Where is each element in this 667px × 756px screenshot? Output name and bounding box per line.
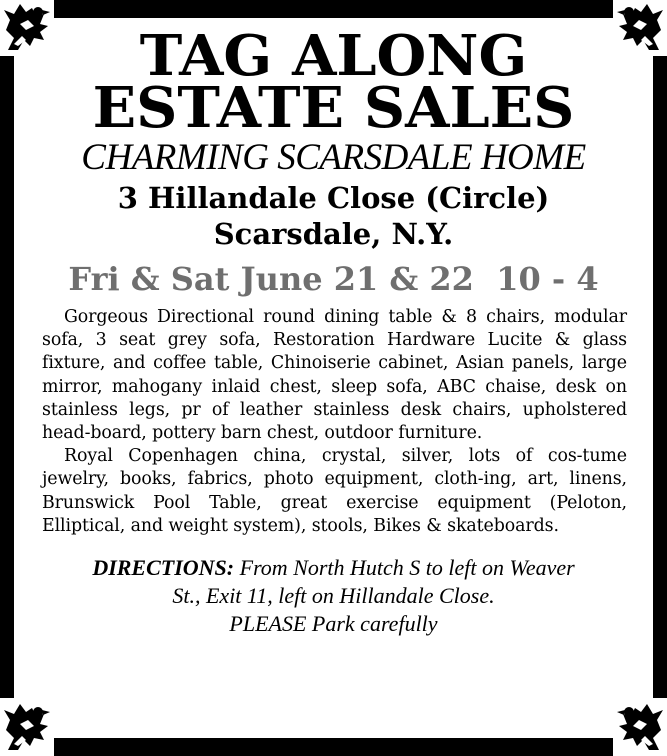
directions-line-3: PLEASE Park carefully xyxy=(229,611,438,637)
directions-text-1: From North Hutch S to left on Weaver xyxy=(239,555,575,581)
address xyxy=(34,180,633,252)
border-left xyxy=(0,56,14,698)
eagle-icon xyxy=(0,700,54,756)
address-line-2: Scarsdale, N.Y. xyxy=(213,217,454,251)
directions-label: DIRECTIONS: xyxy=(92,555,235,581)
items-text-1: Gorgeous Directional round dining table & 8 chairs, modular sofa, 3 seat grey sofa, Restoration Hardware Lucite & glass fixture, and coffee table, Chinoiserie cabinet, Asian panels, large mirror, mahogany inlaid chest, sleep sofa, ABC chaise, desk on stainless legs, pr of leather stainless desk chairs, upholstered head-board, pottery barn chest, outdoor furniture. xyxy=(42,307,627,444)
border-top xyxy=(54,0,613,18)
border-bottom xyxy=(54,738,613,756)
ad-title xyxy=(28,23,639,141)
directions-line-2: St., Exit 11, left on Hillandale Close. xyxy=(172,583,495,609)
ad-content xyxy=(34,24,633,638)
title-line-1: TAG ALONG xyxy=(139,23,528,89)
sale-dates: Fri & Sat June 21 & 22 10 - 4 xyxy=(68,260,599,298)
items-paragraph-2 xyxy=(34,445,633,538)
items-paragraph-1 xyxy=(34,306,633,445)
title-line-2: ESTATE SALES xyxy=(92,75,575,141)
items-text-2: Royal Copenhagen china, crystal, silver, lots of cos-tume jewelry, books, fabrics, photo equipment, cloth-ing, art, linens, Brunswick Pool Table, great exercise equipment (Peloton, Elliptical, and weight system), stools, Bikes & skateboards. xyxy=(42,446,627,536)
border-right xyxy=(653,56,667,698)
address-line-1: 3 Hillandale Close (Circle) xyxy=(117,181,550,215)
eagle-icon xyxy=(613,700,667,756)
directions-line-1 xyxy=(34,554,633,582)
ad-subtitle: CHARMING SCARSDALE HOME xyxy=(81,137,586,178)
directions xyxy=(34,554,633,638)
